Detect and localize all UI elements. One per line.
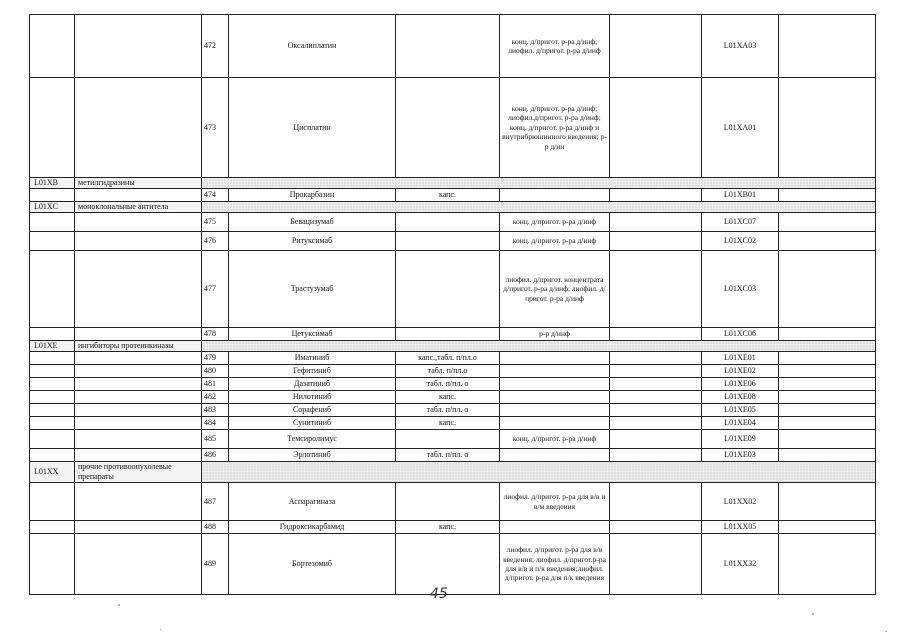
note-cell <box>610 15 702 78</box>
dosage-form <box>396 430 500 449</box>
row-number: 487 <box>202 483 229 521</box>
drug-name: Дазатиниб <box>229 378 396 391</box>
dosage-form <box>396 15 500 78</box>
group-title: ингибиторы протеинкиназы <box>75 341 202 352</box>
row-number: 481 <box>202 378 229 391</box>
atc-code-cell <box>30 78 75 178</box>
atc-code: L01XX02 <box>702 483 779 521</box>
note-cell <box>610 213 702 232</box>
drug-row <box>30 213 876 232</box>
group-name-cell <box>75 15 202 78</box>
extra-cell <box>779 391 876 404</box>
release-condition <box>500 365 610 378</box>
row-number: 472 <box>202 15 229 78</box>
drug-row <box>30 449 876 462</box>
group-name-cell <box>75 534 202 595</box>
dosage-form: капс. <box>396 189 500 202</box>
group-row <box>30 178 876 189</box>
group-name-cell <box>75 449 202 462</box>
dosage-form: табл. п/пл. о <box>396 449 500 462</box>
extra-cell <box>779 251 876 328</box>
atc-code-cell <box>30 404 75 417</box>
group-code: L01XB <box>30 178 75 189</box>
group-name-cell <box>75 404 202 417</box>
dosage-form: капс. <box>396 391 500 404</box>
atc-code-cell <box>30 213 75 232</box>
drug-row <box>30 378 876 391</box>
release-condition: лиофил. д/пригот. р-ра для в/в и в/м введения <box>500 483 610 521</box>
drug-row <box>30 404 876 417</box>
dosage-form: капс.,табл. п/пл.о <box>396 352 500 365</box>
atc-code-cell <box>30 430 75 449</box>
atc-code: L01XE06 <box>702 378 779 391</box>
group-name-cell <box>75 365 202 378</box>
atc-code-cell <box>30 189 75 202</box>
group-fill <box>202 202 876 213</box>
note-cell <box>610 352 702 365</box>
atc-code: L01XB01 <box>702 189 779 202</box>
row-number: 486 <box>202 449 229 462</box>
release-condition: конц. д/пригот. р-ра д/инф; лиофил.д/пригот. р-ра д/инф; конц. д/пригот. р-ра д/инф и внутрибрюшинного введения; р-р д/ин <box>500 78 610 178</box>
atc-code: L01XE04 <box>702 417 779 430</box>
note-cell <box>610 251 702 328</box>
note-cell <box>610 417 702 430</box>
dosage-form <box>396 232 500 251</box>
atc-code: L01XE03 <box>702 449 779 462</box>
drug-name: Бевацизумаб <box>229 213 396 232</box>
group-row <box>30 202 876 213</box>
drug-row <box>30 352 876 365</box>
atc-code-cell <box>30 391 75 404</box>
page-number: 45 <box>430 586 448 602</box>
group-fill <box>202 178 876 189</box>
drug-name: Иматиниб <box>229 352 396 365</box>
drug-name: Темсиролимус <box>229 430 396 449</box>
release-condition: лиофил. д/пригот. концентрата д/пригот. р-ра д/инф; лиофил. д/пригот. р-ра д/инф <box>500 251 610 328</box>
group-name-cell <box>75 352 202 365</box>
table-body <box>30 15 876 595</box>
note-cell <box>610 365 702 378</box>
drug-name: Сорафениб <box>229 404 396 417</box>
atc-code: L01XE08 <box>702 391 779 404</box>
row-number: 478 <box>202 328 229 341</box>
atc-code-cell <box>30 483 75 521</box>
scan-speck <box>812 613 814 615</box>
atc-code: L01XC06 <box>702 328 779 341</box>
group-name-cell <box>75 328 202 341</box>
scan-speck <box>885 631 887 632</box>
release-condition <box>500 352 610 365</box>
drug-row <box>30 328 876 341</box>
group-name-cell <box>75 483 202 521</box>
row-number: 474 <box>202 189 229 202</box>
dosage-form <box>396 328 500 341</box>
dosage-form <box>396 483 500 521</box>
atc-code: L01XA03 <box>702 15 779 78</box>
atc-code-cell <box>30 521 75 534</box>
drug-row <box>30 232 876 251</box>
group-name-cell <box>75 251 202 328</box>
drug-name: Оксалиплатин <box>229 15 396 78</box>
drug-name: Ритуксимаб <box>229 232 396 251</box>
drug-row <box>30 521 876 534</box>
scan-speck <box>160 629 161 630</box>
extra-cell <box>779 78 876 178</box>
atc-code: L01XE02 <box>702 365 779 378</box>
extra-cell <box>779 352 876 365</box>
note-cell <box>610 78 702 178</box>
row-number: 479 <box>202 352 229 365</box>
atc-code-cell <box>30 378 75 391</box>
drug-row <box>30 365 876 378</box>
atc-code-cell <box>30 534 75 595</box>
group-name-cell <box>75 213 202 232</box>
drug-row <box>30 78 876 178</box>
note-cell <box>610 232 702 251</box>
drug-name: Трастузумаб <box>229 251 396 328</box>
dosage-form <box>396 78 500 178</box>
dosage-form: табл. п/пл.о <box>396 365 500 378</box>
atc-code-cell <box>30 15 75 78</box>
drug-name: Аспарагиназа <box>229 483 396 521</box>
group-name-cell <box>75 430 202 449</box>
note-cell <box>610 189 702 202</box>
extra-cell <box>779 483 876 521</box>
drug-row <box>30 189 876 202</box>
release-condition <box>500 189 610 202</box>
atc-code: L01XC03 <box>702 251 779 328</box>
group-name-cell <box>75 232 202 251</box>
group-row <box>30 341 876 352</box>
group-title: моноклональные антитела <box>75 202 202 213</box>
drug-row <box>30 534 876 595</box>
row-number: 477 <box>202 251 229 328</box>
drug-name: Бортезомиб <box>229 534 396 595</box>
group-title: прочие противоопухолевые препараты <box>75 462 202 483</box>
dosage-form: капс. <box>396 417 500 430</box>
row-number: 489 <box>202 534 229 595</box>
release-condition <box>500 417 610 430</box>
release-condition: конц. д/пригот. р-ра д/инф <box>500 232 610 251</box>
row-number: 475 <box>202 213 229 232</box>
extra-cell <box>779 189 876 202</box>
drug-list-table <box>29 14 876 595</box>
group-name-cell <box>75 417 202 430</box>
dosage-form: капс. <box>396 521 500 534</box>
atc-code: L01XE01 <box>702 352 779 365</box>
atc-code: L01XC02 <box>702 232 779 251</box>
group-name-cell <box>75 391 202 404</box>
extra-cell <box>779 521 876 534</box>
release-condition: конц. д/пригот. р-ра д/инф <box>500 430 610 449</box>
dosage-form: табл. п/пл. о <box>396 378 500 391</box>
row-number: 480 <box>202 365 229 378</box>
note-cell <box>610 430 702 449</box>
row-number: 488 <box>202 521 229 534</box>
group-code: L01XE <box>30 341 75 352</box>
release-condition: конц. д/пригот. р-ра д/инф; лиофил. д/пригот. р-ра д/инф <box>500 15 610 78</box>
atc-code-cell <box>30 365 75 378</box>
extra-cell <box>779 328 876 341</box>
extra-cell <box>779 534 876 595</box>
extra-cell <box>779 378 876 391</box>
release-condition: р-р д/инф <box>500 328 610 341</box>
note-cell <box>610 521 702 534</box>
row-number: 485 <box>202 430 229 449</box>
group-name-cell <box>75 189 202 202</box>
drug-row <box>30 391 876 404</box>
row-number: 482 <box>202 391 229 404</box>
extra-cell <box>779 417 876 430</box>
drug-name: Гефитиниб <box>229 365 396 378</box>
atc-code-cell <box>30 352 75 365</box>
extra-cell <box>779 213 876 232</box>
group-title: метилгидразины <box>75 178 202 189</box>
note-cell <box>610 328 702 341</box>
row-number: 476 <box>202 232 229 251</box>
group-fill <box>202 462 876 483</box>
note-cell <box>610 534 702 595</box>
note-cell <box>610 483 702 521</box>
group-row <box>30 462 876 483</box>
extra-cell <box>779 365 876 378</box>
release-condition <box>500 378 610 391</box>
atc-code-cell <box>30 328 75 341</box>
drug-row <box>30 483 876 521</box>
dosage-form <box>396 213 500 232</box>
drug-row <box>30 430 876 449</box>
note-cell <box>610 404 702 417</box>
drug-name: Прокарбазин <box>229 189 396 202</box>
extra-cell <box>779 404 876 417</box>
group-code: L01XX <box>30 462 75 483</box>
group-name-cell <box>75 78 202 178</box>
release-condition: конц. д/пригот. р-ра д/инф <box>500 213 610 232</box>
release-condition <box>500 521 610 534</box>
drug-name: Эрлотиниб <box>229 449 396 462</box>
drug-row <box>30 251 876 328</box>
release-condition: лиофил. д/пригот. р-ра для в/в введения; лиофил. д/пригот.р-ра для в/в и п/к введения;лиофил. д/пригот. р-ра для п/к введения <box>500 534 610 595</box>
group-fill <box>202 341 876 352</box>
row-number: 473 <box>202 78 229 178</box>
note-cell <box>610 378 702 391</box>
drug-row <box>30 15 876 78</box>
release-condition <box>500 391 610 404</box>
extra-cell <box>779 449 876 462</box>
atc-code-cell <box>30 417 75 430</box>
extra-cell <box>779 15 876 78</box>
drug-name: Гидроксикарбамид <box>229 521 396 534</box>
group-name-cell <box>75 378 202 391</box>
group-code: L01XC <box>30 202 75 213</box>
drug-name: Цетуксимаб <box>229 328 396 341</box>
drug-name: Цисплатин <box>229 78 396 178</box>
note-cell <box>610 449 702 462</box>
dosage-form: табл. п/пл. о <box>396 404 500 417</box>
release-condition <box>500 449 610 462</box>
atc-code-cell <box>30 251 75 328</box>
scan-speck <box>118 604 120 606</box>
drug-name: Нилотиниб <box>229 391 396 404</box>
atc-code: L01XE09 <box>702 430 779 449</box>
row-number: 484 <box>202 417 229 430</box>
group-name-cell <box>75 521 202 534</box>
atc-code: L01XE05 <box>702 404 779 417</box>
drug-row <box>30 417 876 430</box>
row-number: 483 <box>202 404 229 417</box>
atc-code: L01XX32 <box>702 534 779 595</box>
atc-code: L01XA01 <box>702 78 779 178</box>
atc-code-cell <box>30 449 75 462</box>
note-cell <box>610 391 702 404</box>
extra-cell <box>779 430 876 449</box>
atc-code-cell <box>30 232 75 251</box>
release-condition <box>500 404 610 417</box>
atc-code: L01XC07 <box>702 213 779 232</box>
drug-name: Сунитиниб <box>229 417 396 430</box>
atc-code: L01XX05 <box>702 521 779 534</box>
extra-cell <box>779 232 876 251</box>
dosage-form <box>396 251 500 328</box>
